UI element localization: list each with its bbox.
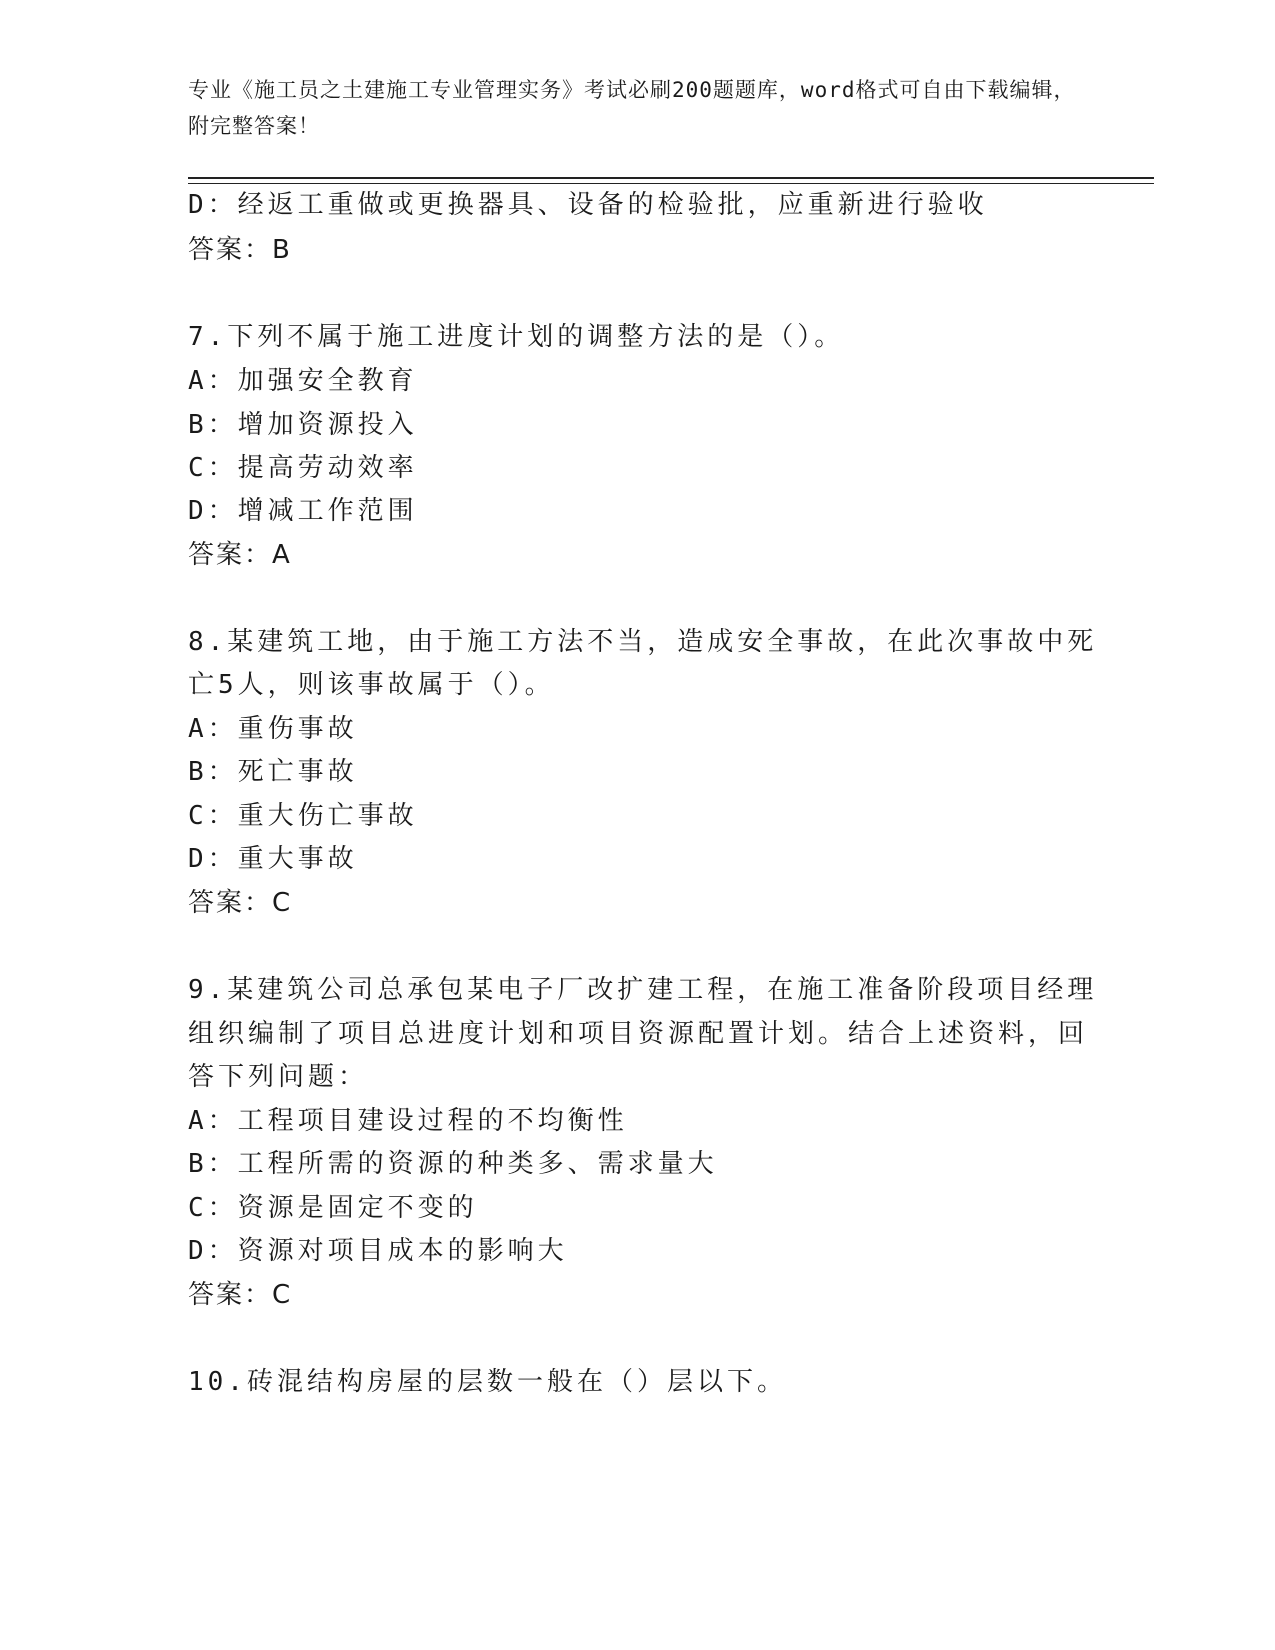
q9-option-a: A：工程项目建设过程的不均衡性	[188, 1106, 628, 1136]
q10-stem-line-1: 10.砖混结构房屋的层数一般在（）层以下。	[188, 1367, 787, 1397]
q9-option-c: C：资源是固定不变的	[188, 1193, 478, 1223]
document-header: 专业《施工员之土建施工专业管理实务》考试必刷200题题库，word格式可自由下载编辑，附完整答案！	[188, 78, 1076, 138]
header-rule-thick	[188, 177, 1154, 179]
q8-option-a: A：重伤事故	[188, 714, 358, 744]
q9-option-b: B：工程所需的资源的种类多、需求量大	[188, 1149, 718, 1179]
q9-option-d: D：资源对项目成本的影响大	[188, 1236, 568, 1266]
q7-answer: 答案：A	[188, 540, 292, 570]
q8-stem-line-1: 8.某建筑工地，由于施工方法不当，造成安全事故，在此次事故中死	[188, 627, 1098, 657]
prev-option-d: D：经返工重做或更换器具、设备的检验批，应重新进行验收	[188, 190, 988, 220]
q7-option-c: C：提高劳动效率	[188, 453, 418, 483]
q7-option-b: B：增加资源投入	[188, 410, 418, 440]
q8-option-b: B：死亡事故	[188, 757, 358, 787]
q8-stem-line-2: 亡5人，则该事故属于（）。	[188, 670, 555, 700]
q7-option-a: A：加强安全教育	[188, 366, 418, 396]
q8-answer: 答案：C	[188, 888, 293, 918]
q9-stem-line-2: 组织编制了项目总进度计划和项目资源配置计划。结合上述资料，回	[188, 1019, 1089, 1049]
prev-answer: 答案：B	[188, 235, 292, 265]
q8-option-c: C：重大伤亡事故	[188, 801, 418, 831]
q7-option-d: D：增减工作范围	[188, 496, 418, 526]
q9-answer: 答案：C	[188, 1280, 293, 1310]
q8-option-d: D：重大事故	[188, 844, 358, 874]
q9-stem-line-3: 答下列问题：	[188, 1062, 369, 1092]
q9-stem-line-1: 9.某建筑公司总承包某电子厂改扩建工程，在施工准备阶段项目经理	[188, 975, 1098, 1005]
q7-stem-line-1: 7.下列不属于施工进度计划的调整方法的是（）。	[188, 322, 845, 352]
